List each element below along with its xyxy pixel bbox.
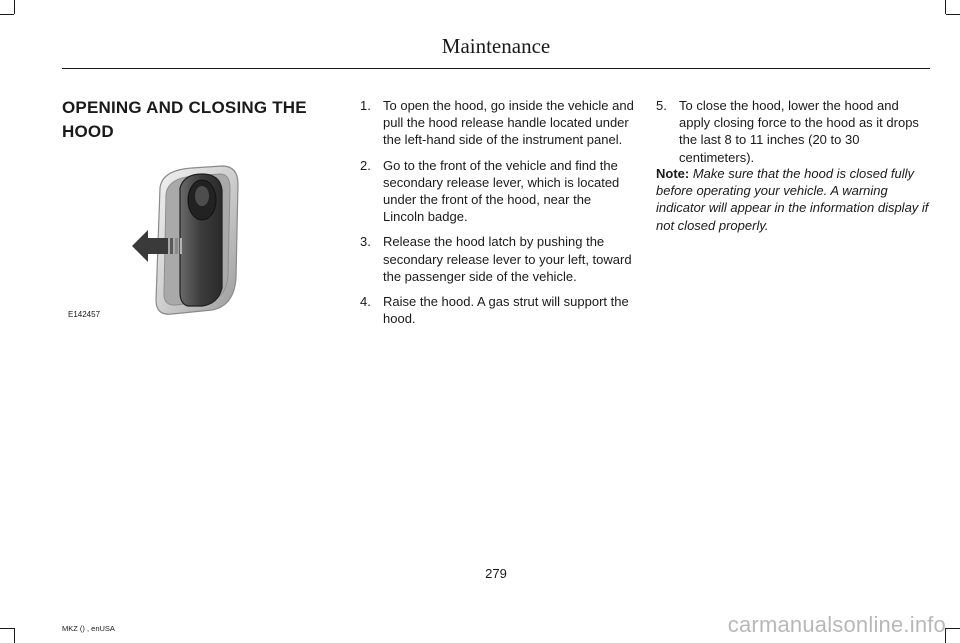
step-number: 3. (360, 234, 371, 250)
hood-release-handle-icon (62, 160, 314, 328)
page-header-title: Maintenance (441, 34, 551, 58)
watermark: carmanualsonline.info (727, 612, 946, 637)
crop-mark (945, 0, 946, 14)
header-divider (62, 68, 930, 69)
page-number: 279 (485, 566, 507, 581)
step-text: To open the hood, go inside the vehicle and pull the hood release handle located under the left-hand side of the instrument panel. (383, 98, 634, 148)
step-number: 2. (360, 157, 371, 173)
steps-list-column-2 (360, 97, 635, 335)
list-item (360, 233, 635, 285)
step-number: 1. (360, 98, 371, 113)
list-item (656, 97, 931, 166)
step-number: 4. (360, 294, 371, 310)
steps-list-column-3 (656, 97, 931, 174)
crop-mark (946, 14, 960, 15)
step-text: Raise the hood. A gas strut will support the hood. (383, 294, 629, 327)
crop-mark (0, 14, 14, 15)
crop-mark (0, 628, 14, 629)
crop-mark (14, 0, 15, 14)
note (656, 165, 931, 234)
crop-mark (14, 628, 15, 643)
step-text: Go to the front of the vehicle and find the secondary release lever, which is located under the front of the hood, near the Lincoln badge. (383, 157, 620, 225)
section-heading: OPENING AND CLOSING THE HOOD (62, 98, 307, 141)
step-text: To close the hood, lower the hood and apply closing force to the hood as it drops the last 8 to 11 inches (20 to 30 centimeters). (679, 98, 919, 165)
figure-code: E142457 (68, 310, 101, 319)
crop-mark (946, 628, 960, 629)
list-item (360, 97, 635, 149)
note-text: Make sure that the hood is closed fully before operating your vehicle. A warning indicator will appear in the information display if not closed properly. (656, 166, 929, 233)
note-label: Note: (656, 166, 690, 181)
step-text: Release the hood latch by pushing the secondary release lever to your left, toward the passenger side of the vehicle. (383, 234, 632, 284)
step-number: 5. (656, 98, 667, 113)
list-item (360, 293, 635, 327)
footer-model-code: MKZ () , enUSA (62, 624, 115, 633)
hood-release-figure (62, 160, 314, 328)
list-item (360, 157, 635, 226)
